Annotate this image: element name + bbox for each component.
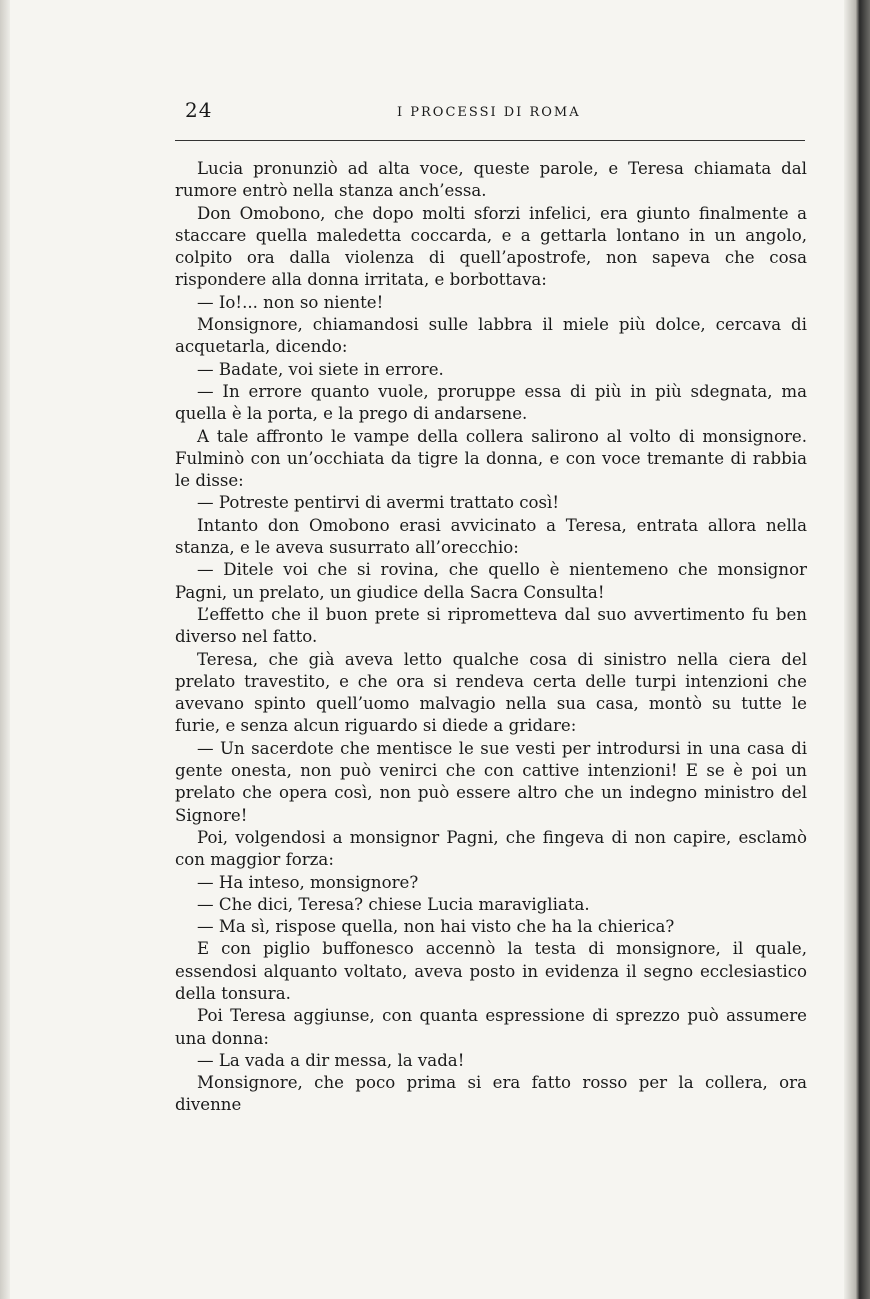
dialogue-line: — Che dici, Teresa? chiese Lucia maravigliata. [197, 894, 590, 914]
paragraph: A tale affronto le vampe della collera salirono al volto di monsignore. Fulminò con un’occhiata da tigre la donna, e con voce tremante di rabbia le disse: [175, 426, 807, 491]
paragraph: Lucia pronunziò ad alta voce, queste parole, e Teresa chiamata dal rumore entrò nella stanza anch’essa. [175, 159, 807, 201]
paragraph: Monsignore, che poco prima si era fatto rosso per la collera, ora divenne [175, 1073, 807, 1115]
dialogue-line: — Un sacerdote che mentisce le sue vesti per introdursi in una casa di gente onesta, non può venirci che con cattive intenzioni! E se è poi un prelato che opera così, non può essere altro che un indegno ministro del Signore! [175, 738, 807, 825]
dialogue-line: — In errore quanto vuole, proruppe essa di più in più sdegnata, ma quella è la porta, e la prego di andarsene. [175, 381, 807, 424]
dialogue-line: — Potreste pentirvi di avermi trattato così! [197, 493, 560, 513]
paragraph: Poi Teresa aggiunse, con quanta espressione di sprezzo può assumere una donna: [175, 1006, 807, 1048]
dialogue-line: — Ditele voi che si rovina, che quello è nientemeno che monsignor Pagni, un prelato, un giudice della Sacra Consulta! [175, 560, 807, 602]
paragraph: L’effetto che il buon prete si riprometteva dal suo avvertimento fu ben diverso nel fatto. [175, 604, 807, 647]
page-header [185, 98, 805, 128]
paragraph: E con piglio buffonesco accennò la testa di monsignore, il quale, essendosi alquanto voltato, aveva posto in evidenza il segno ecclesiastico della tonsura. [175, 939, 807, 1003]
paragraph: Teresa, che già aveva letto qualche cosa di sinistro nella ciera del prelato travestito, e che ora si rendeva certa delle turpi intenzioni che avevano spinto quell’uomo malvagio nella sua casa, montò su tutte le furie, e senza alcun riguardo si diede a gridare: [175, 649, 807, 736]
book-binding-edge [844, 0, 870, 1299]
paragraph: Intanto don Omobono erasi avvicinato a Teresa, entrata allora nella stanza, e le aveva susurrato all’orecchio: [175, 515, 807, 558]
page-number: 24 [185, 98, 213, 122]
header-rule [175, 140, 805, 141]
dialogue-line: — Io!... non so niente! [197, 292, 384, 312]
dialogue-line: — Ma sì, rispose quella, non hai visto che ha la chierica? [197, 917, 675, 937]
dialogue-line: — Badate, voi siete in errore. [197, 359, 444, 379]
paragraph: Monsignore, chiamandosi sulle labbra il miele più dolce, cercava di acquetarla, dicendo: [175, 315, 807, 357]
body-text [175, 158, 807, 1117]
running-title: I PROCESSI DI ROMA [397, 105, 581, 120]
paragraph: Poi, volgendosi a monsignor Pagni, che fingeva di non capire, esclamò con maggior forza: [175, 827, 807, 870]
paragraph: Don Omobono, che dopo molti sforzi infelici, era giunto finalmente a staccare quella maledetta coccarda, e a gettarla lontano in un angolo, colpito ora dalla violenza di quell’apostrofe, non sapeva che cosa rispondere alla donna irritata, e borbottava: [175, 203, 807, 290]
dialogue-line: — Ha inteso, monsignore? [197, 872, 419, 892]
dialogue-line: — La vada a dir messa, la vada! [197, 1050, 465, 1070]
page-edge-left [0, 0, 10, 1299]
